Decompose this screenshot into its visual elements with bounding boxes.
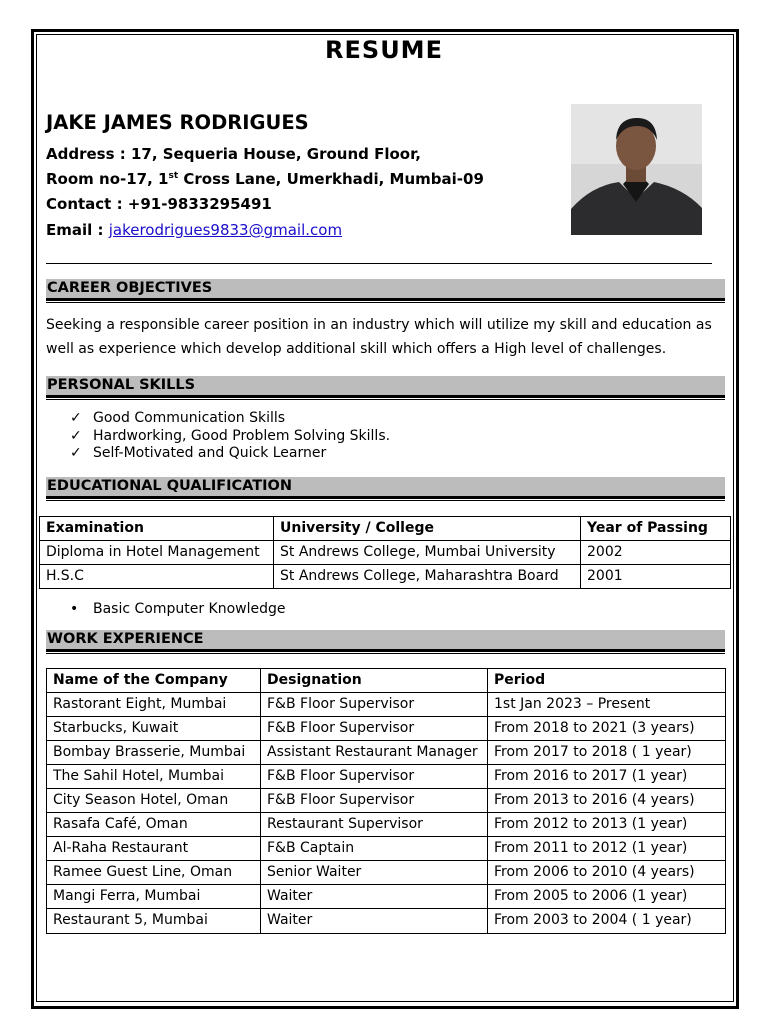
table-cell: Mangi Ferra, Mumbai — [47, 885, 261, 909]
table-cell: From 2011 to 2012 (1 year) — [488, 837, 726, 861]
table-cell: Waiter — [261, 885, 488, 909]
table-cell: F&B Floor Supervisor — [261, 765, 488, 789]
skill-item: ✓ Hardworking, Good Problem Solving Skills. — [70, 428, 391, 444]
column-header: Designation — [261, 669, 488, 693]
table-cell: From 2016 to 2017 (1 year) — [488, 765, 726, 789]
table-header-row — [47, 669, 726, 693]
table-cell: From 2013 to 2016 (4 years) — [488, 789, 726, 813]
education-table — [39, 516, 731, 589]
table-cell: From 2012 to 2013 (1 year) — [488, 813, 726, 837]
table-cell: From 2017 to 2018 ( 1 year) — [488, 741, 726, 765]
table-row — [40, 541, 731, 565]
column-header: University / College — [274, 517, 581, 541]
table-row — [47, 693, 726, 717]
table-cell: Diploma in Hotel Management — [40, 541, 274, 565]
section-career-objectives: CAREER OBJECTIVES — [46, 279, 725, 299]
section-work-experience: WORK EXPERIENCE — [46, 630, 725, 650]
section-rule — [46, 395, 725, 398]
contact-number: Contact : +91-9833295491 — [46, 195, 272, 213]
section-educational-qualification: EDUCATIONAL QUALIFICATION — [46, 477, 725, 497]
section-rule — [46, 302, 725, 303]
table-cell: F&B Floor Supervisor — [261, 717, 488, 741]
column-header: Period — [488, 669, 726, 693]
work-experience-table — [46, 668, 726, 934]
table-cell: 1st Jan 2023 – Present — [488, 693, 726, 717]
section-rule — [46, 653, 725, 654]
column-header: Examination — [40, 517, 274, 541]
email-line: Email : jakerodrigues9833@gmail.com — [46, 221, 343, 239]
check-icon: ✓ — [70, 410, 82, 426]
section-personal-skills: PERSONAL SKILLS — [46, 376, 725, 396]
table-cell: St Andrews College, Maharashtra Board — [274, 565, 581, 589]
table-cell: Restaurant Supervisor — [261, 813, 488, 837]
table-cell: Starbucks, Kuwait — [47, 717, 261, 741]
table-cell: The Sahil Hotel, Mumbai — [47, 765, 261, 789]
extra-skill-item: • Basic Computer Knowledge — [70, 601, 286, 617]
table-cell: From 2003 to 2004 ( 1 year) — [488, 909, 726, 934]
header-divider — [46, 263, 712, 264]
career-objective-text: Seeking a responsible career position in an industry which will utilize my skill and education as well as experience which develop additional skill which offers a High level of challenges. — [46, 317, 712, 357]
table-cell: 2002 — [581, 541, 731, 565]
section-rule — [46, 496, 725, 499]
table-row — [47, 717, 726, 741]
table-row — [47, 813, 726, 837]
table-cell: Ramee Guest Line, Oman — [47, 861, 261, 885]
table-cell: Senior Waiter — [261, 861, 488, 885]
table-header-row — [40, 517, 731, 541]
table-row — [47, 909, 726, 934]
column-header: Name of the Company — [47, 669, 261, 693]
table-row — [47, 837, 726, 861]
check-icon: ✓ — [70, 428, 82, 444]
table-cell: Al-Raha Restaurant — [47, 837, 261, 861]
table-cell: 2001 — [581, 565, 731, 589]
table-cell: F&B Floor Supervisor — [261, 693, 488, 717]
table-cell: Bombay Brasserie, Mumbai — [47, 741, 261, 765]
table-row — [47, 765, 726, 789]
table-cell: From 2005 to 2006 (1 year) — [488, 885, 726, 909]
table-cell: St Andrews College, Mumbai University — [274, 541, 581, 565]
address-line-1: Address : 17, Sequeria House, Ground Floor, — [46, 145, 421, 163]
check-icon: ✓ — [70, 445, 82, 461]
table-cell: Waiter — [261, 909, 488, 934]
table-cell: F&B Captain — [261, 837, 488, 861]
table-cell: Rastorant Eight, Mumbai — [47, 693, 261, 717]
table-row — [47, 885, 726, 909]
email-link[interactable]: jakerodrigues9833@gmail.com — [108, 221, 343, 239]
table-cell: H.S.C — [40, 565, 274, 589]
table-cell: From 2018 to 2021 (3 years) — [488, 717, 726, 741]
profile-photo — [571, 104, 702, 235]
table-row — [47, 789, 726, 813]
table-row — [47, 741, 726, 765]
table-row — [40, 565, 731, 589]
table-cell: F&B Floor Supervisor — [261, 789, 488, 813]
table-row — [47, 861, 726, 885]
section-rule — [46, 399, 725, 400]
table-cell: Rasafa Café, Oman — [47, 813, 261, 837]
table-cell: City Season Hotel, Oman — [47, 789, 261, 813]
skill-item: ✓ Good Communication Skills — [70, 410, 286, 426]
section-rule — [46, 649, 725, 652]
skill-item: ✓ Self-Motivated and Quick Learner — [70, 445, 327, 461]
candidate-name: JAKE JAMES RODRIGUES — [46, 111, 309, 134]
table-cell: From 2006 to 2010 (4 years) — [488, 861, 726, 885]
address-line-2: Room no-17, 1st Cross Lane, Umerkhadi, Mumbai-09 — [46, 170, 484, 188]
section-rule — [46, 298, 725, 301]
section-rule — [46, 500, 725, 501]
table-cell: Assistant Restaurant Manager — [261, 741, 488, 765]
resume-title: RESUME — [325, 36, 443, 64]
column-header: Year of Passing — [581, 517, 731, 541]
bullet-dot-icon: • — [70, 601, 79, 617]
table-cell: Restaurant 5, Mumbai — [47, 909, 261, 934]
